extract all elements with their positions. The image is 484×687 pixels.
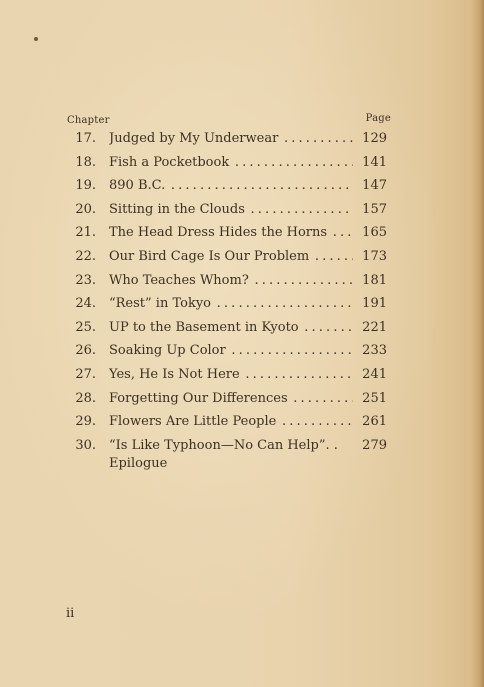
page-number: 165 [362, 225, 387, 241]
chapter-column-heading: Chapter [67, 115, 110, 126]
page-number: 129 [362, 131, 387, 146]
chapter-title: The Head Dress Hides the Horns . . . [109, 224, 353, 242]
page-folio: ii [66, 606, 75, 621]
chapter-number: 23. [75, 272, 96, 288]
page-number: 181 [362, 272, 387, 288]
page-number: 241 [362, 366, 387, 382]
page-number: 157 [362, 201, 387, 217]
chapter-number: 29. [75, 414, 96, 430]
chapter-number: 25. [75, 319, 96, 335]
chapter-number: 24. [75, 296, 96, 312]
toc-entry [67, 390, 387, 414]
chapter-number: 28. [75, 390, 96, 406]
toc-entry [67, 295, 387, 319]
chapter-title: 890 B.C. . . . [109, 177, 353, 195]
table-of-contents [67, 130, 387, 477]
chapter-title: Forgetting Our Differences . . . [109, 390, 353, 408]
chapter-title: Soaking Up Color . . . [109, 342, 353, 360]
page-edge-shadow [470, 0, 484, 687]
toc-entry [67, 201, 387, 225]
page-number: 251 [362, 390, 387, 406]
page-number: 141 [362, 154, 387, 170]
chapter-title: Sitting in the Clouds . . . [109, 201, 353, 219]
toc-entry [67, 224, 387, 248]
chapter-number: 22. [75, 248, 96, 264]
chapter-number: 18. [75, 154, 96, 170]
page-number: 233 [362, 343, 387, 359]
paper-speck [34, 37, 38, 41]
toc-entry [67, 154, 387, 178]
chapter-title: UP to the Basement in Kyoto . . . [109, 319, 353, 337]
chapter-number: 19. [75, 178, 96, 194]
epilogue-label: Epilogue [109, 455, 168, 471]
chapter-number: 30. [75, 437, 96, 453]
chapter-title: Yes, He Is Not Here . . . [109, 366, 353, 384]
chapter-number: 17. [75, 131, 96, 146]
page-number: 191 [362, 296, 387, 312]
toc-entry [67, 437, 387, 477]
chapter-title: Flowers Are Little People . . . [109, 413, 353, 431]
chapter-number: 27. [75, 366, 96, 382]
chapter-number: 26. [75, 343, 96, 359]
toc-entry [67, 342, 387, 366]
page-number: 279 [362, 437, 387, 453]
toc-entry [67, 272, 387, 296]
page-number: 173 [362, 248, 387, 264]
toc-entry [67, 413, 387, 437]
page-number: 147 [362, 178, 387, 194]
toc-entry [67, 177, 387, 201]
chapter-title: Fish a Pocketbook . . . [109, 154, 353, 172]
chapter-title: Judged by My Underwear . . . [109, 130, 353, 148]
chapter-title: “Is Like Typhoon—No Can Help”. . Epilogue [109, 437, 353, 473]
page-column-heading: Page [365, 113, 391, 124]
toc-entry [67, 319, 387, 343]
page-number: 261 [362, 414, 387, 430]
chapter-title: “Rest” in Tokyo . . . [109, 295, 353, 313]
chapter-title: Who Teaches Whom? . . . [109, 272, 353, 290]
toc-entry [67, 366, 387, 390]
toc-entry [67, 248, 387, 272]
page-number: 221 [362, 319, 387, 335]
chapter-title: Our Bird Cage Is Our Problem . . . [109, 248, 353, 266]
toc-entry [67, 130, 387, 154]
chapter-number: 21. [75, 225, 96, 241]
chapter-number: 20. [75, 201, 96, 217]
